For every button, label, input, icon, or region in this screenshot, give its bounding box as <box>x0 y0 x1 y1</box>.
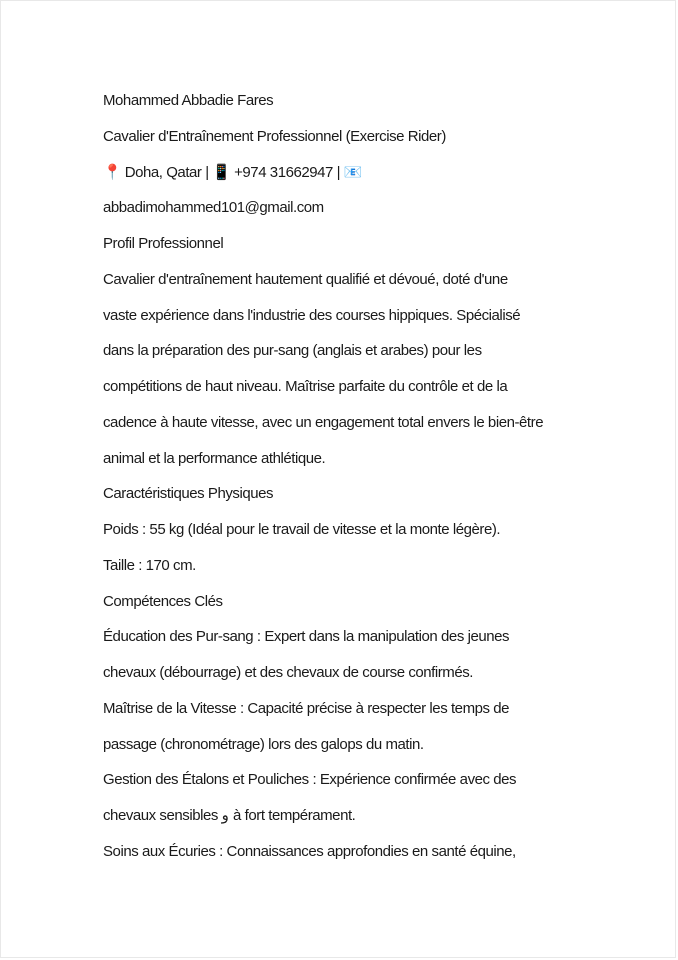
skills-line: chevaux (débourrage) et des chevaux de course confirmés. <box>103 664 474 681</box>
physical-line: Taille : 170 cm. <box>103 556 196 574</box>
profile-line: compétitions de haut niveau. Maîtrise parfaite du contrôle et de la <box>103 378 508 395</box>
contact-separator: | <box>205 163 209 181</box>
skills-line: Éducation des Pur-sang : Expert dans la manipulation des jeunes <box>103 628 510 646</box>
job-title: Cavalier d'Entraînement Professionnel (Exercise Rider) <box>103 127 446 145</box>
physical-heading: Caractéristiques Physiques <box>103 485 274 503</box>
skills-line: Soins aux Écuries : Connaissances approfondies en santé équine, <box>103 842 516 860</box>
profile-heading: Profil Professionnel <box>103 235 224 252</box>
skills-line: chevaux sensibles و à fort tempérament. <box>103 807 356 824</box>
profile-line: dans la préparation des pur-sang (anglais et arabes) pour les <box>103 342 482 360</box>
profile-line: vaste expérience dans l'industrie des courses hippiques. Spécialisé <box>103 306 521 324</box>
skills-line: passage (chronométrage) lors des galops du matin. <box>103 735 424 753</box>
resume-content <box>103 83 583 870</box>
mobile-phone-icon: 📱 <box>212 163 231 181</box>
skills-line: Maîtrise de la Vitesse : Capacité précise à respecter les temps de <box>103 699 510 717</box>
email-icon: 📧 <box>343 163 363 181</box>
phone-number: +974 31662947 <box>234 163 333 181</box>
skills-line: Gestion des Étalons et Pouliches : Expérience confirmée avec des <box>103 771 517 789</box>
skills-heading: Compétences Clés <box>103 592 223 610</box>
contact-line <box>103 155 583 191</box>
profile-line: animal et la performance athlétique. <box>103 449 326 467</box>
profile-line: cadence à haute vitesse, avec un engagement total envers le bien-être <box>103 413 544 431</box>
email-address: abbadimohammed101@gmail.com <box>103 199 324 217</box>
candidate-name: Mohammed Abbadie Fares <box>103 92 274 109</box>
physical-line: Poids : 55 kg (Idéal pour le travail de vitesse et la monte légère). <box>103 521 501 538</box>
location-text: Doha, Qatar <box>124 163 202 181</box>
contact-separator: | <box>336 163 341 181</box>
location-pin-icon: 📍 <box>103 163 122 181</box>
profile-line: Cavalier d'entraînement hautement qualifié et dévoué, doté d'une <box>103 270 508 288</box>
